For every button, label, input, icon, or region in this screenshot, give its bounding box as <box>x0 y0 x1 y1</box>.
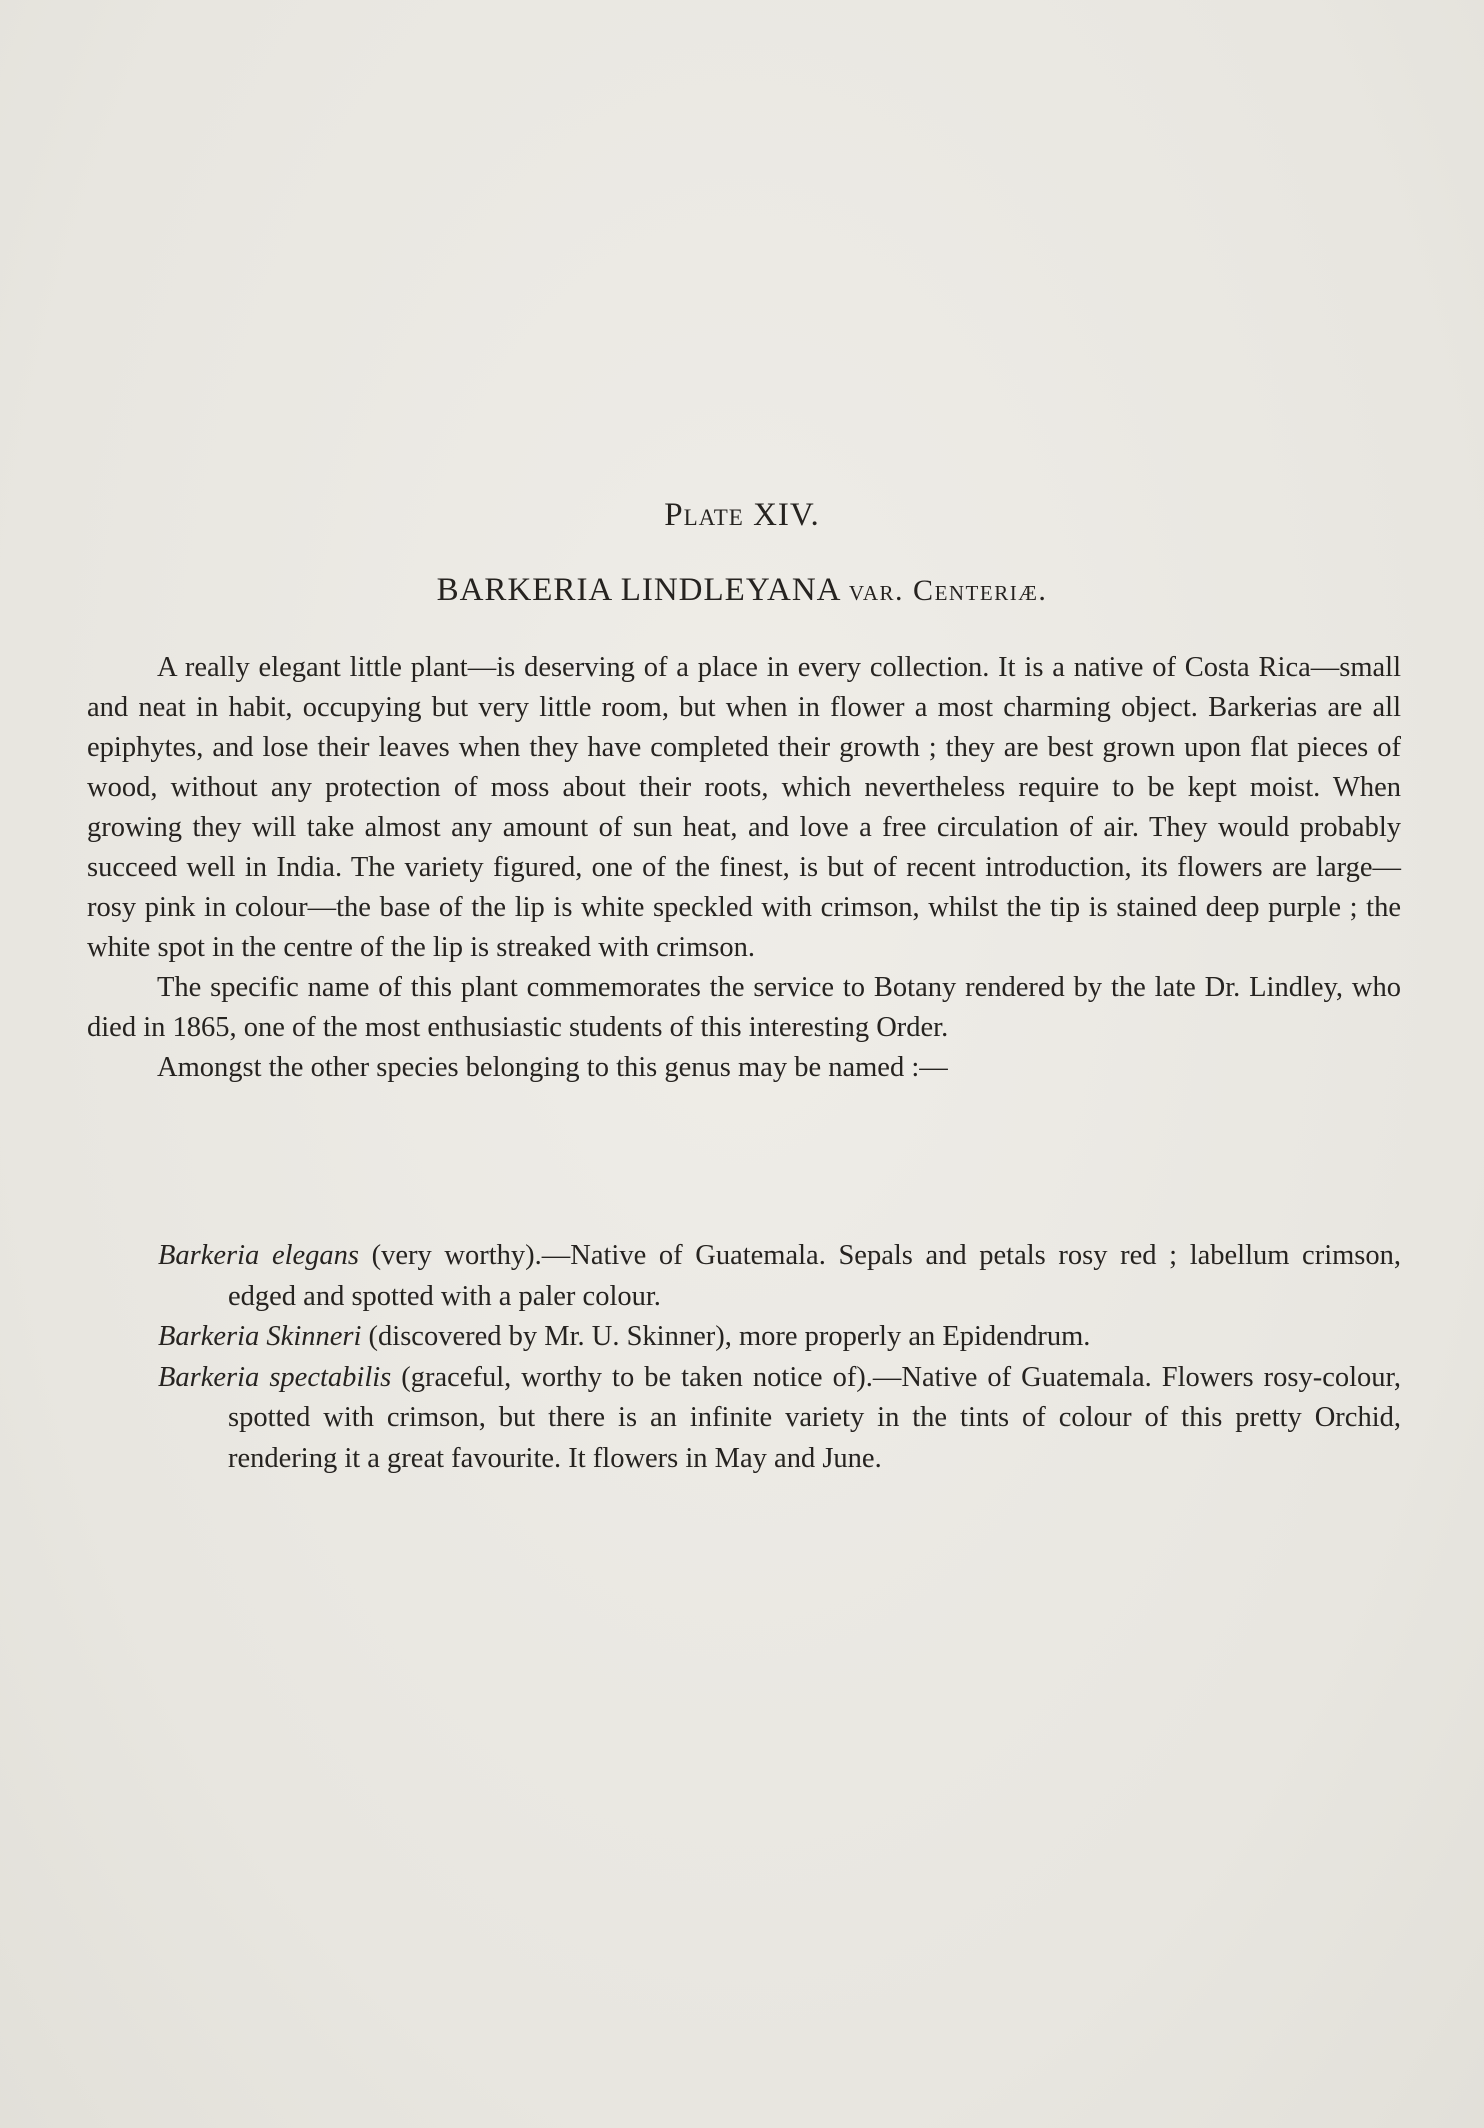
species-item-spectabilis <box>158 1358 1401 1480</box>
species-description: (graceful, worthy to be taken notice of).—Native of Guatemala. Flowers rosy-colour, spotted with crimson, but there is an infinite variety in the tints of colour of this pretty Orchid, rendering it a great favourite. It flowers in May and June. <box>228 1361 1401 1474</box>
plate-title-variety: var. Centeriæ. <box>848 574 1048 607</box>
plate-title-species: BARKERIA LINDLEYANA <box>436 572 840 608</box>
paragraph-other-species-intro: Amongst the other species belonging to this genus may be named :— <box>157 1052 948 1083</box>
species-name: Barkeria elegans <box>158 1240 360 1271</box>
species-name: Barkeria spectabilis <box>158 1361 392 1393</box>
species-description: (very worthy).—Native of Guatemala. Sepals and petals rosy red ; labellum crimson, edged and spotted with a paler colour. <box>228 1240 1401 1312</box>
description-text <box>87 648 1401 1088</box>
paragraph-name-origin: The specific name of this plant commemorates the service to Botany rendered by the late Dr. Lindley, who died in 1865, one of the most enthusiastic students of this interesting Order. <box>87 972 1401 1043</box>
species-list <box>158 1236 1401 1479</box>
plate-number: Plate XIV. <box>664 497 820 533</box>
species-item-skinneri <box>158 1317 1401 1358</box>
plate-title <box>0 572 1484 609</box>
paragraph-description: A really elegant little plant—is deserving of a place in every collection. It is a native of Costa Rica—small and neat in habit, occupying but very little room, but when in flower a most charming object. Barkerias are all epiphytes, and lose their leaves when they have completed their growth ; they are best grown upon flat pieces of wood, without any protection of moss about their roots, which nevertheless require to be kept moist. When growing they will take almost any amount of sun heat, and love a free circulation of air. They would probably succeed well in India. The variety figured, one of the finest, is but of recent introduction, its flowers are large—rosy pink in colour—the base of the lip is white speckled with crimson, whilst the tip is stained deep purple ; the white spot in the centre of the lip is streaked with crimson. <box>87 652 1401 963</box>
species-name: Barkeria Skinneri <box>158 1321 362 1352</box>
species-description: (discovered by Mr. U. Skinner), more properly an Epidendrum. <box>361 1321 1091 1352</box>
species-item-elegans <box>158 1236 1401 1317</box>
